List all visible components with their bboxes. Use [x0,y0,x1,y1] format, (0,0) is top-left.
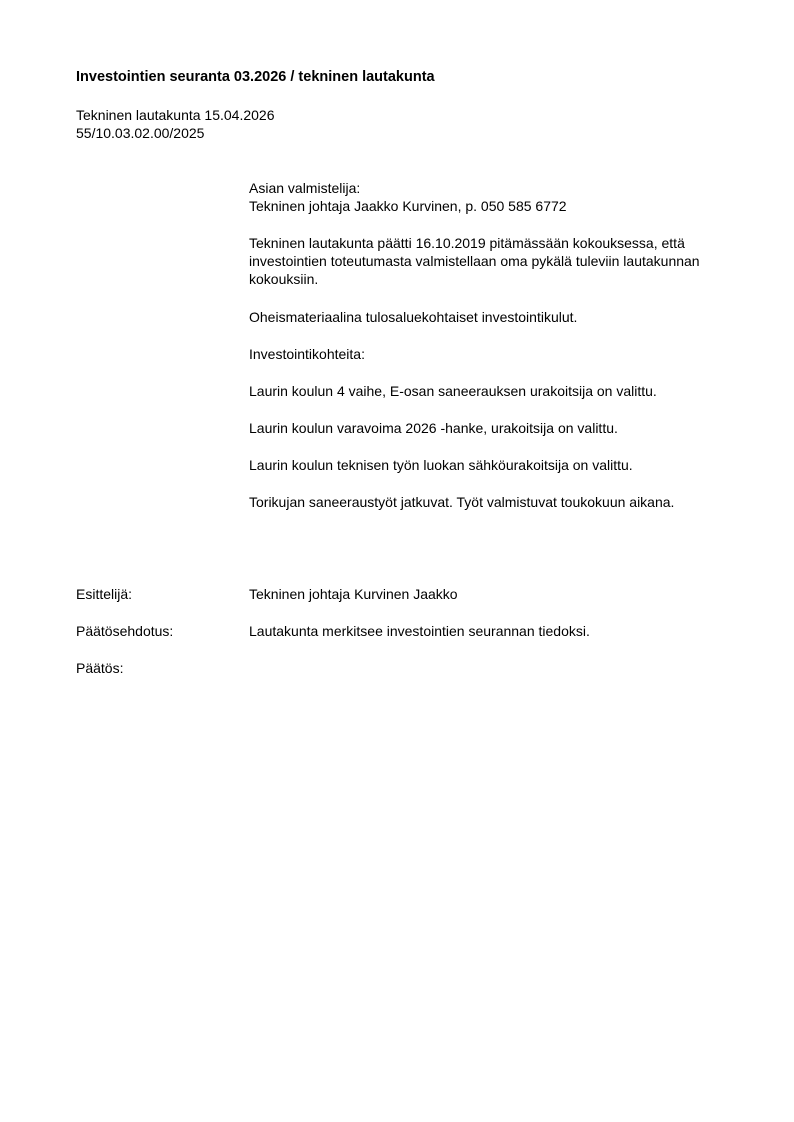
paragraph-text: Torikujan saneeraustyöt jatkuvat. Työt valmistuvat toukokuun aikana. [249,494,675,510]
proposal-label: Päätösehdotus: [76,623,174,639]
presenter-label: Esittelijä: [76,586,133,602]
document-title: Investointien seuranta 03.2026 / tekninen lautakunta [76,69,435,85]
presenter-value: Tekninen johtaja Kurvinen Jaakko [249,586,458,602]
paragraph-attachment [249,308,729,326]
paragraph-text: Laurin koulun varavoima 2026 -hanke, urakoitsija on valittu. [249,420,618,436]
preparer-name: Tekninen johtaja Jaakko Kurvinen, p. 050 585 6772 [249,198,567,214]
paragraph-text: Tekninen lautakunta päätti 16.10.2019 pitämässään kokouksessa, että investointien toteutumasta valmistellaan oma pykälä tuleviin lautakunnan kokouksiin. [249,235,700,287]
decision-label: Päätös: [76,660,124,676]
paragraph-text: Laurin koulun teknisen työn luokan sähköurakoitsija on valittu. [249,457,633,473]
investment-item [249,419,729,437]
paragraph-text: Investointikohteita: [249,346,365,362]
preparer-block [249,179,729,215]
proposal-value: Lautakunta merkitsee investointien seurannan tiedoksi. [249,623,590,639]
paragraph-text: Oheismateriaalina tulosaluekohtaiset investointikulut. [249,309,578,325]
paragraph-decision-history [249,234,729,288]
paragraph-text: Laurin koulun 4 vaihe, E-osan saneerauksen urakoitsija on valittu. [249,383,657,399]
investment-item [249,382,729,400]
investments-heading [249,345,729,363]
investment-item [249,493,689,511]
preparer-heading: Asian valmistelija: [249,180,361,196]
meeting-line: Tekninen lautakunta 15.04.2026 [76,107,275,123]
investment-item [249,456,729,474]
reference-number: 55/10.03.02.00/2025 [76,125,205,141]
